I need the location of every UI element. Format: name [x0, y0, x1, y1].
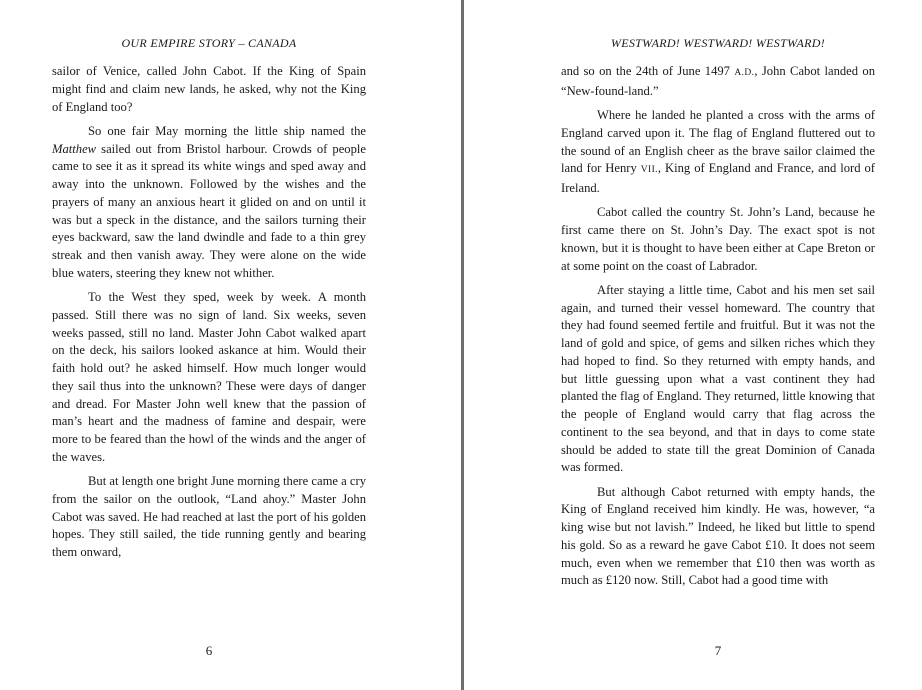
paragraph: Cabot called the country St. John’s Land, because he first came there on St. John’s Day. The exact spot is not known, but it is thought to have been either at Cape Breton or at some point on the coast of Labrador. [561, 205, 875, 273]
paragraph: But at length one bright June morning there came a cry from the sailor on the outlook, “Land ahoy.” Master John Cabot was saved. He had reached at last the port of his golden hopes. They still sailed, the tide running gently and bearing them onward, [52, 474, 366, 559]
text-run: , John Cabot landed on “New-found-land.” [561, 64, 875, 98]
page-body [561, 63, 875, 597]
page-number: 7 [714, 643, 722, 658]
paragraph [561, 63, 875, 101]
text-run: sailed out from Bristol harbour. Crowds of people came to see it as it spread its white wings and sped away and away into the unknown. Followed by the wishes and the prayers of many an anxious heart it glided on and on until it was but a speck in the distance, and the sailors turning their eyes backward, saw the land dwindle and fade to a thin grey streak and then vanish away. They were alone on the wide blue waters, steering they knew not whither. [52, 141, 366, 280]
paragraph: sailor of Venice, called John Cabot. If the King of Spain might find and claim new lands, he asked, why not the King of England too? [52, 64, 366, 114]
running-head: WESTWARD! WESTWARD! WESTWARD! [610, 36, 826, 50]
ship-name: Matthew [52, 141, 97, 156]
paragraph [52, 123, 366, 283]
era-abbreviation: A.D. [734, 68, 755, 78]
text-run: and so on the 24th of June 1497 [561, 64, 735, 78]
regnal-number: VII. [640, 165, 658, 176]
paragraph: But although Cabot returned with empty hands, the King of England received him kindly. He was, however, “a king wise but not lavish.” Indeed, he liked but little to spend his gold. So as a reward he gave Cabot £10. It does not seem much, even when we remember that £10 then was worth as much as £120 now. Still, Cabot had a good time with [561, 484, 875, 588]
page-number: 6 [205, 643, 213, 658]
paragraph: To the West they sped, week by week. A month passed. Still there was no sign of land. Six weeks, seven weeks passed, still no land. Master John Cabot walked apart on the deck, his sailors looked askance at him. Would their faith hold out? he asked himself. How much longer would they sail thus into the unknown? These were days of danger and dread. For Master John well knew that the passion of man’s heart and the madness of famine and despair, were more to be feared than the howl of the winds and the anger of the waves. [52, 290, 366, 464]
page-body [52, 63, 366, 568]
left-page [52, 0, 366, 690]
text-run: Where he landed he planted a cross with the arms of England carved upon it. The flag of England fluttered out to the sound of an English cheer as the brave sailor claimed the land for Henry [561, 108, 875, 176]
running-head: OUR EMPIRE STORY – CANADA [121, 36, 297, 50]
paragraph: After staying a little time, Cabot and his men set sail again, and turned their vessel homeward. The country that they had found seemed fertile and fruitful. But it was not the land of gold and spice, of gems and silken riches which they had hoped to find. So they returned with empty hands, and but little guessing upon what a vast continent they had planted the flag of England. They returned, little knowing that the people of England would carry that flag across the continent to the sea beyond, and that in days to come state should be added to state till the great Dominion of Canada was formed. [561, 282, 875, 475]
right-page [561, 0, 875, 690]
paragraph [561, 107, 875, 198]
page-gutter [461, 0, 464, 690]
text-run: , King of England and France, and lord of Ireland. [561, 161, 875, 195]
text-run: So one fair May morning the little ship named the [88, 123, 366, 138]
